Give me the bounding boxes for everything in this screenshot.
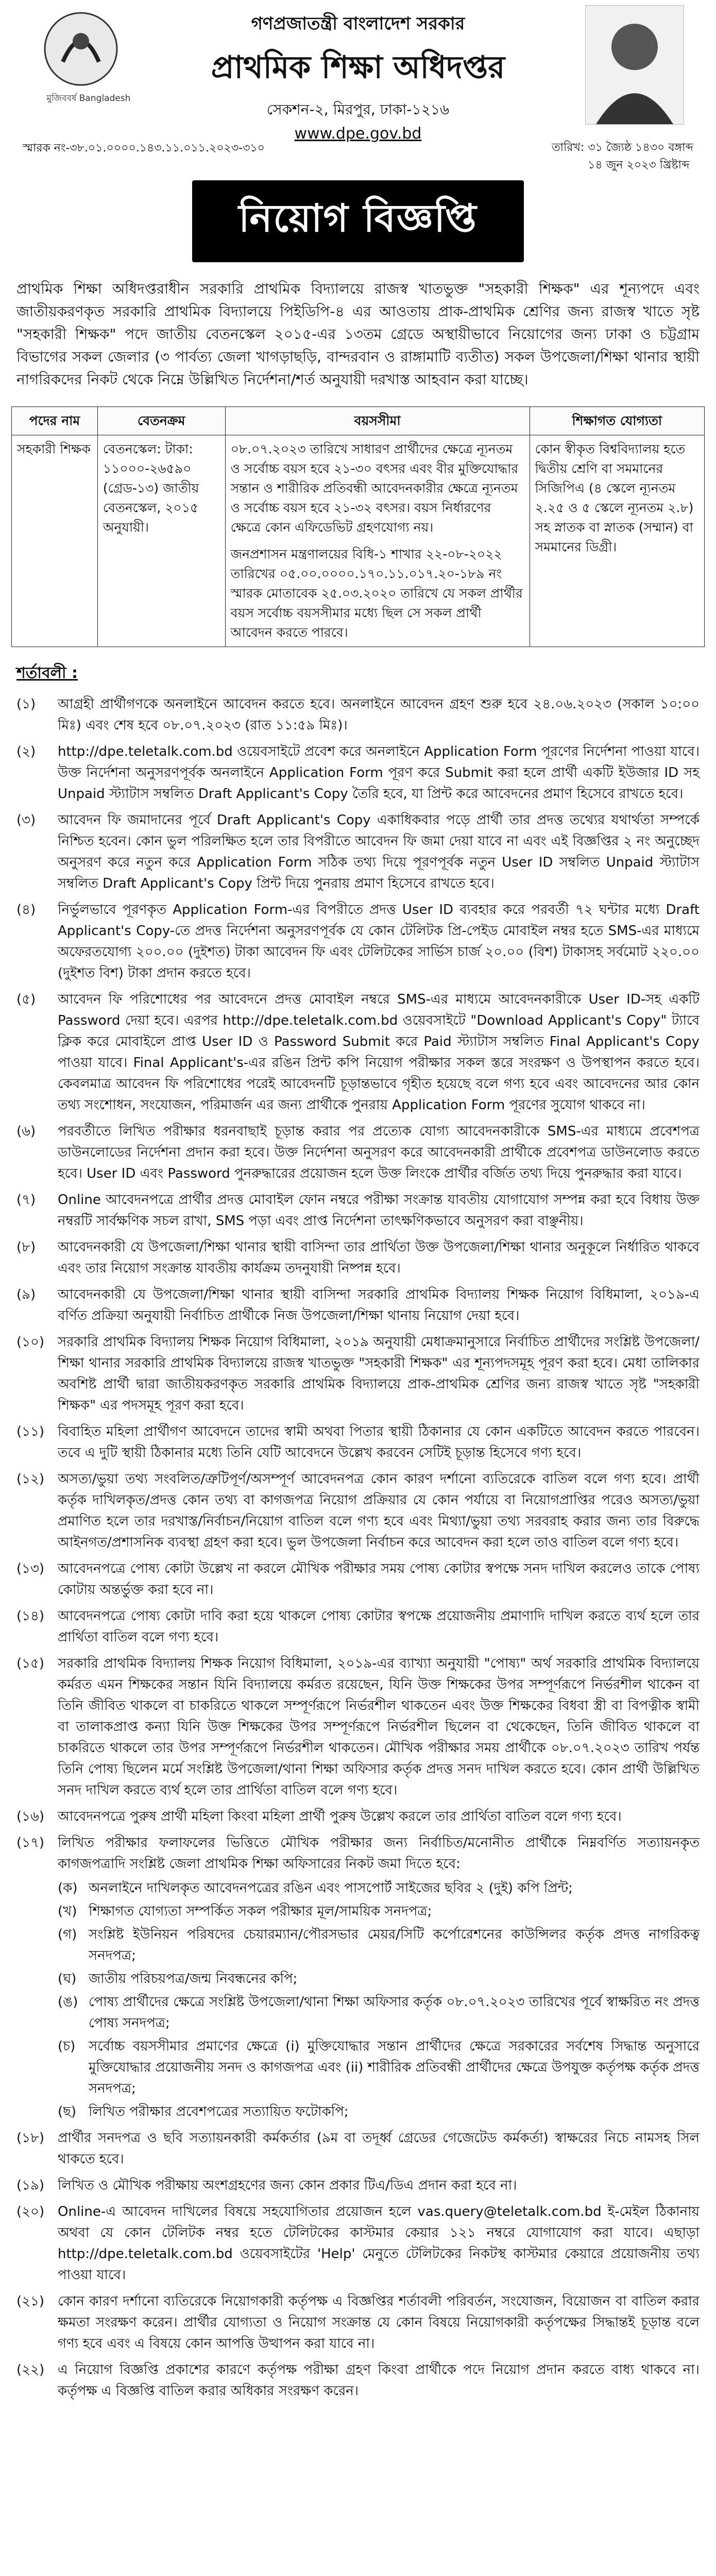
date-english: ১৪ জুন ২০২৩ খ্রিষ্টাব্দ <box>588 159 690 172</box>
list-item: (৫) আবেদন ফি পরিশোধের পর আবেদনে প্রদত্ত মোবাইল নম্বরে SMS-এর মাধ্যমে আবেদনকারীকে User ID-সহ একটি Password দেয়া হবে। এরপর http://dpe.teletalk.com.bd ওয়েবসাইটে "Download Applicant's Copy" ট্যাবে ক্লিক করে মোবাইলে প্রাপ্ত User ID ও Password Submit করে Paid স্ট্যাটাস সম্বলিত Final Applicant's Copy পাওয়া যাবে। Final Applicant's-এর রঙিন প্রিন্ট কপি নিয়োগ পরীক্ষার সকল স্তরে সংরক্ষণ ও উপস্থাপন করতে হবে। কেবলমাত্র আবেদন ফি পরিশোধের পরেই আবেদনটি চূড়ান্তভাবে গৃহীত হয়েছে বলে গণ্য হবে এবং আবেদনের আর কোন তথ্য সংশোধন, সংযোজন, পরিমার্জন এর জন্য প্রার্থীকে পুনরায় Application Form পূরণের সুযোগ থাকবে না। <box>16 992 700 1113</box>
header <box>11 0 705 170</box>
conditions-list <box>11 694 705 2402</box>
sub-item: (ক) অনলাইনে দাখিলকৃত আবেদনপত্রের রঙিন এবং পাসপোর্ট সাইজের ছবির ২ (দুই) কপি প্রিন্ট; <box>58 1880 573 1896</box>
list-item: (২০) Online-এ আবেদন দাখিলের বিষয়ে সহযোগিতার প্রয়োজন হলে vas.query@teletalk.com.bd ই-মেইল ঠিকানায় অথবা যে কোন টেলিটক নম্বর হতে টেলিটকের কাস্টমার কেয়ার ১২১ নম্বরে যোগাযোগ করা যাবে। এছাড়া http://dpe.teletalk.com.bd ওয়েবসাইটের 'Help' মেনুতে টেলিটকের নিকটস্থ কাস্টমার কেয়ারে প্রয়োজনীয় তথ্য পাওয়া যাবে। <box>16 2204 700 2283</box>
list-item: (৬) পরবর্তীতে লিখিত পরীক্ষার ধরনবাছাই চূড়ান্ত করার পর প্রত্যেক যোগ্য আবেদনকারীকে SMS-এর মাধ্যমে প্রবেশপত্র ডাউনলোডের নির্দেশনা প্রদান করা হবে। উক্ত নির্দেশনা অনুসরণ করে আবেদনকারী প্রার্থীকে প্রবেশপত্র ডাউনলোড করতে হবে। User ID এবং Password পুনরুদ্ধারের প্রয়োজন হলে উক্ত লিংকে প্রার্থীর বর্জিত তথ্য দিয়ে পুনরুদ্ধার করা যাবে। <box>16 1124 700 1181</box>
logo-mark-icon <box>42 10 120 88</box>
list-item: (৯) আবেদনকারী যে উপজেলা/শিক্ষা থানার স্থায়ী বাসিন্দা সরকারি প্রাথমিক বিদ্যালয় শিক্ষক নিয়োগ বিধিমালা, ২০১৯-এ বর্ণিত প্রক্রিয়া অনুযায়ী নির্বাচিত প্রার্থীকে নিজ উপজেলা/শিক্ষা থানায় নিয়োগ দেয়া হবে। <box>16 1287 700 1324</box>
list-item: (১) আগ্রহী প্রার্থীগণকে অনলাইনে আবেদন করতে হবে। অনলাইনে আবেদন গ্রহণ শুরু হবে ২৪.০৬.২০২৩ (সকাল ১০:০০ মিঃ) এবং শেষ হবে ০৮.০৭.২০২৩ (রাত ১১:৫৯ মিঃ)। <box>16 697 700 733</box>
header-text <box>166 10 550 143</box>
list-item: (১৮) প্রার্থীর সনদপত্র ও ছবি সত্যায়নকারী কর্মকর্তার (৯ম বা তদূর্ধ্ব গ্রেডের গেজেটেড কর্মকর্তা) স্বাক্ষরের নিচে নামসহ সিল থাকতে হবে। <box>16 2130 700 2167</box>
list-item: (১৩) আবেদনপত্রে পোষ্য কোটা উল্লেখ না করলে মৌখিক পরীক্ষার সময় পোষ্য কোটার স্বপক্ষে সনদ দাখিল করলেও তাকে পোষ্য কোটায় অন্তর্ভুক্ত করা হবে না। <box>16 1561 700 1598</box>
sub-item: (ঘ) জাতীয় পরিচয়পত্র/জন্ম নিবন্ধনের কপি; <box>58 1971 298 1987</box>
department-name: প্রাথমিক শিক্ষা অধিদপ্তর <box>211 49 505 86</box>
list-item: (৭) Online আবেদনপত্রে প্রার্থীর প্রদত্ত মোবাইল ফোন নম্বরে পরীক্ষা সংক্রান্ত যাবতীয় যোগাযোগ সম্পন্ন করা হবে বিধায় উক্ত নম্বরটি সার্বক্ষণিক সচল রাখা, SMS পড়া এবং প্রাপ্ত নির্দেশনা তাৎক্ষণিকভাবে অনুসরণ করা বাঞ্ছনীয়। <box>16 1192 700 1229</box>
sub-item: (ছ) লিখিত পরীক্ষার প্রবেশপত্রের সত্যায়িত ফটোকপি; <box>58 2104 349 2120</box>
header-post: পদের নাম <box>12 407 98 435</box>
age-rule: ০৮.০৭.২০২৩ তারিখে সাধারণ প্রার্থীদের ক্ষেত্রে ন্যূনতম ও সর্বোচ্চ বয়স হবে ২১-৩০ বৎসর এবং বীর মুক্তিযোদ্ধার সন্তান ও শারীরিক প্রতিবন্ধী আবেদনকারীর ক্ষেত্রে ন্যূনতম ও সর্বোচ্চ বয়স হবে ২১-৩২ বৎসর। বয়স নির্ধারণের ক্ষেত্রে কোন এফিডেভিট গ্রহণযোগ্য নয়। <box>230 442 519 535</box>
list-item: (৪) নির্ভুলভাবে পূরণকৃত Application Form-এর বিপরীতে প্রদত্ত User ID ব্যবহার করে পরবর্তী ৭২ ঘন্টার মধ্যে Draft Applicant's Copy-তে প্রদত্ত নির্দেশনা অনুসরণপূর্বক যে কোন টেলিটক প্রি-পেইড মোবাইল নম্বর হতে SMS-এর মাধ্যমে অফেরতযোগ্য ২০০.০০ (দুইশত) টাকা আবেদন ফি এবং টেলিটকের সার্ভিস চার্জ ২০.০০ (বিশ) টাকাসহ সর্বমোট ২২০.০০ (দুইশত বিশ) টাকা প্রদান করতে হবে। <box>16 902 700 981</box>
logo-caption: মুজিববর্ষ Bangladesh <box>46 93 131 104</box>
cell-education: কোন স্বীকৃত বিশ্ববিদ্যালয় হতে দ্বিতীয় শ্রেণি বা সমমানের সিজিপিএ (৪ স্কেলে ন্যূনতম ২.২৫ ও ৫ স্কেলে ন্যূনতম ২.৮) সহ স্নাতক বা স্নাতক (সম্মান) বা সমমানের ডিগ্রী। <box>530 435 704 647</box>
list-item: (১১) বিবাহিত মহিলা প্রার্থীগণ আবেদনে তাদের স্বামী অথবা পিতার স্থায়ী ঠিকানার যে কোন একটিতে আবেদন করতে পারবেন। তবে এ দুটি স্থায়ী ঠিকানার মধ্যে তিনি যেটি আবেদনে উল্লেখ করবেন সেটিই চূড়ান্ত হিসেবে গণ্য হবে। <box>16 1424 700 1461</box>
date-bangla: ৩১ জ্যৈষ্ঠ ১৪৩০ বঙ্গাব্দ <box>588 141 693 154</box>
header-pay: বেতনক্রম <box>97 407 225 435</box>
address: সেকশন-২, মিরপুর, ঢাকা-১২১৬ <box>266 101 450 118</box>
date-block <box>552 139 693 174</box>
list-item: (২২) এ নিয়োগ বিজ্ঞপ্তি প্রকাশের কারণে কর্তৃপক্ষ পরীক্ষা গ্রহণ কিংবা প্রার্থীকে পদে নিয়োগ প্রদান করতে বাধ্য থাকবে না। কর্তৃপক্ষ এ বিজ্ঞপ্তি বাতিল করার অধিকার সংরক্ষণ করেন। <box>16 2362 700 2399</box>
list-item: (১৯) লিখিত ও মৌখিক পরীক্ষায় অংশগ্রহণের জন্য কোন প্রকার টিএ/ডিএ প্রদান করা হবে না। <box>16 2178 517 2193</box>
cell-post: সহকারী শিক্ষক <box>12 435 98 647</box>
sub-item: (গ) সংশ্লিষ্ট ইউনিয়ন পরিষদের চেয়ারম্যান/পৌরসভার মেয়র/সিটি কর্পোরেশনের কাউন্সিলর কর্তৃক প্রদত্ত নাগরিকত্ব সনদপত্র; <box>58 1927 700 1963</box>
document-sublist <box>58 1878 700 2123</box>
list-item: (১৪) আবেদনপত্রে পোষ্য কোটা দাবি করা হয়ে থাকলে পোষ্য কোটার স্বপক্ষে প্রয়োজনীয় প্রমাণাদি দাখিল করতে ব্যর্থ হলে তার প্রার্থিতা বাতিল বলে গণ্য হবে। <box>16 1608 700 1645</box>
sub-item: (ঙ) পোষ্য প্রার্থীদের ক্ষেত্রে সংশ্লিষ্ট উপজেলা/থানা শিক্ষা অফিসার কর্তৃক ০৮.০৭.২০২৩ তারিখের পূর্বে স্বাক্ষরিত নং প্রদত্ত পোষ্য সনদপত্র; <box>58 1994 700 2031</box>
table-header-row <box>12 407 705 435</box>
memo-number: স্মারক নং-৩৮.০১.০০০০.১৪৩.১১.০১১.২০২৩-৩১০ <box>23 142 265 155</box>
conditions-heading: শর্তাবলী : <box>16 664 78 682</box>
portrait-icon <box>586 6 684 124</box>
list-item: (১৭) লিখিত পরীক্ষার ফলাফলের ভিত্তিতে মৌখিক পরীক্ষার জন্য নির্বাচিত/মনোনীত প্রার্থীকে নিম্নবর্ণিত সত্যায়নকৃত কাগজপত্রাদি সংশ্লিষ্ট জেলা প্রাথমিক শিক্ষা অফিসারের নিকট জমা দিতে হবে: (ক) অনলাইনে দাখিলকৃত আবেদনপত্রের রঙিন এবং পাসপোর্ট সাইজের ছবির ২ (দুই) কপি প্রিন্ট; (খ) শিক্ষাগত যোগ্যতা সম্পর্কিত সকল পরীক্ষার মূল/সাময়িক সনদপত্র; (গ) সংশ্লিষ্ট ইউনিয়ন পরিষদের চেয়ারম্যান/পৌরসভার মেয়র/সিটি কর্পোরেশনের কাউন্সিলর কর্তৃক প্রদত্ত নাগরিকত্ব সনদপত্র; (ঘ) জাতীয় পরিচয়পত্র/জন্ম নিবন্ধনের কপি; (ঙ) পোষ্য প্রার্থীদের ক্ষেত্রে সংশ্লিষ্ট উপজেলা/থানা শিক্ষা অফিসার কর্তৃক ০৮.০৭.২০২৩ তারিখের পূর্বে স্বাক্ষরিত নং প্রদত্ত পোষ্য সনদপত্র; (চ) সর্বোচ্চ বয়সসীমার প্রমাণের ক্ষেত্রে (i) মুক্তিযোদ্ধার সন্তান প্রার্থীদের ক্ষেত্রে সরকারের সর্বশেষ সিদ্ধান্ত অনুসারে মুক্তিযোদ্ধার প্রয়োজনীয় সনদ ও কাগজপত্র এবং (ii) শারীরিক প্রতিবন্ধী প্রার্থীদের ক্ষেত্রে উপযুক্ত কর্তৃপক্ষ কর্তৃক প্রদত্ত সনদপত্র; (ছ) লিখিত পরীক্ষার প্রবেশপত্রের সত্যায়িত ফটোকপি; <box>16 1833 700 2123</box>
posts-table <box>11 406 705 647</box>
page-title: নিয়োগ বিজ্ঞপ্তি <box>192 180 524 262</box>
title-wrap <box>11 180 705 262</box>
government-name: গণপ্রজাতন্ত্রী বাংলাদেশ সরকার <box>251 13 465 34</box>
mujib-logo <box>42 10 135 106</box>
table-row <box>12 435 705 647</box>
age-exception: জনপ্রশাসন মন্ত্রণালয়ের বিধি-১ শাখার ২২-০৮-২০২২ তারিখের ০৫.০০.০০০০.১৭০.১১.০১৭.২০-১৮৯ নং স্মারক মোতাবেক ২৫.০৩.২০২০ তারিখে যে সকল প্রার্থীর বয়স সর্বোচ্চ বয়সসীমার মধ্যে ছিল সে সকল প্রার্থী আবেদন করতে পারবে। <box>230 547 523 640</box>
list-item: (৮) আবেদনকারী যে উপজেলা/শিক্ষা থানার স্থায়ী বাসিন্দা তার প্রার্থিতা উক্ত উপজেলা/শিক্ষা থানার অনুকূলে নির্ধারিত থাকবে এবং তার নিয়োগ সংক্রান্ত যাবতীয় কার্যক্রম তদনুযায়ী নিষ্পন্ন হবে। <box>16 1240 700 1276</box>
list-item: (২) http://dpe.teletalk.com.bd ওয়েবসাইটে প্রবেশ করে অনলাইনে Application Form পূরণের নির্দেশনা পাওয়া যাবে। উক্ত নির্দেশনা অনুসরণপূর্বক অনলাইনে Application Form পূরণ করে Submit করা হলে প্রার্থী একটি ইউজার ID সহ Unpaid স্ট্যাটাস সম্বলিত Draft Applicant's Copy তৈরি হবে, যা প্রিন্ট করে আবেদনের প্রমাণ হিসেবে রাখতে হবে। <box>16 744 700 802</box>
cell-pay: বেতনস্কেল: টাকা: ১১০০০-২৬৫৯০ (গ্রেড-১৩) জাতীয় বেতনস্কেল, ২০১৫ অনুযায়ী। <box>97 435 225 647</box>
list-item: (১৬) আবেদনপত্রে পুরুষ প্রার্থী মহিলা কিংবা মহিলা প্রার্থী পুরুষ উল্লেখ করলে তার প্রার্থিতা বাতিল বলে গণ্য হবে। <box>16 1809 622 1824</box>
list-item: (২১) কোন কারণ দর্শানো ব্যতিরেকে নিয়োগকারী কর্তৃপক্ষ এ বিজ্ঞপ্তির শর্তাবলী পরিবর্তন, সংযোজন, বিয়োজন বা বাতিল করার ক্ষমতা সংরক্ষণ করেন। প্রার্থীর যোগ্যতা ও নিয়োগ সংক্রান্ত যে কোন বিষয়ে নিয়োগকারী কর্তৃপক্ষের সিদ্ধান্তই চূড়ান্ত বলে গণ্য হবে এবং এ বিষয়ে কোন আপত্তি উত্থাপন করা যাবে না। <box>16 2294 700 2351</box>
sub-item: (চ) সর্বোচ্চ বয়সসীমার প্রমাণের ক্ষেত্রে (i) মুক্তিযোদ্ধার সন্তান প্রার্থীদের ক্ষেত্রে সরকারের সর্বশেষ সিদ্ধান্ত অনুসারে মুক্তিযোদ্ধার প্রয়োজনীয় সনদ ও কাগজপত্র এবং (ii) শারীরিক প্রতিবন্ধী প্রার্থীদের ক্ষেত্রে উপযুক্ত কর্তৃপক্ষ কর্তৃক প্রদত্ত সনদপত্র; <box>58 2039 700 2096</box>
date-label: তারিখ: <box>552 141 585 154</box>
sub-item: (খ) শিক্ষাগত যোগ্যতা সম্পর্কিত সকল পরীক্ষার মূল/সাময়িক সনদপত্র; <box>58 1904 432 1919</box>
website-link[interactable]: www.dpe.gov.bd <box>294 125 422 143</box>
cell-age <box>225 435 530 647</box>
header-age: বয়সসীমা <box>225 407 530 435</box>
list-item: (৩) আবেদন ফি জমাদানের পূর্বে Draft Applicant's Copy একাধিকবার পড়ে প্রার্থী তার প্রদত্ত তথ্যের যথার্থতা সম্পর্কে নিশ্চিত হবেন। কোন ভুল পরিলক্ষিত হলে তার বিপরীতে আবেদন ফি জমা দেয়া যাবে না এবং এই বিজ্ঞপ্তির ২ নং অনুচ্ছেদ অনুসরণ করে নতুন করে Application Form সঠিক তথ্য দিয়ে পূরণপূর্বক নতুন User ID সম্বলিত Unpaid স্ট্যাটাস সম্বলিত Draft Applicant's Copy প্রিন্ট দিয়ে পুনরায় প্রমাণ হিসেবে রাখতে হবে। <box>16 812 700 891</box>
portrait-logo <box>585 5 684 125</box>
list-item: (১২) অসত্য/ভুয়া তথ্য সংবলিত/ত্রুটিপূর্ণ/অসম্পূর্ণ আবেদনপত্র কোন কারণ দর্শানো ব্যতিরেকে বাতিল বলে গণ্য হবে। প্রার্থী কর্তৃক দাখিলকৃত/প্রদত্ত কোন তথ্য বা কাগজপত্র নিয়োগ প্রক্রিয়ার যে কোন পর্যায়ে বা নিয়োগপ্রাপ্তির পরেও অসত্য/ভুয়া প্রমাণিত হলে তার দরখাস্ত/নির্বাচন/নিয়োগ বাতিল বলে গণ্য হবে এবং মিথ্যা/ভুয়া তথ্য সরবরাহ করার জন্য তার বিরুদ্ধে আইনগত/প্রশাসনিক ব্যবস্থা গ্রহণ করা হবে। ভুল উপজেলা নির্বাচন করে আবেদন করা হলে তাও বাতিল বলে গণ্য হবে। <box>16 1471 700 1550</box>
list-item: (১৫) সরকারি প্রাথমিক বিদ্যালয় শিক্ষক নিয়োগ বিধিমালা, ২০১৯-এর ব্যাখ্যা অনুযায়ী "পোষ্য" অর্থ সরকারি প্রাথমিক বিদ্যালয়ে কর্মরত এমন শিক্ষকের সন্তান যিনি বিদ্যালয়ে কর্মরত রয়েছেন, যিনি উক্ত শিক্ষকের উপর সম্পূর্ণরূপে নির্ভরশীল থাকেন বা তিনি জীবিত থাকলে বা চাকরিতে থাকলে সম্পূর্ণরূপে নির্ভরশীল থাকতেন এবং উক্ত শিক্ষকের বিধবা স্ত্রী বা বিপত্নীক স্বামী বা তালাকপ্রাপ্ত কন্যা যিনি উক্ত শিক্ষকের উপর সম্পূর্ণরূপে নির্ভরশীল ছিলেন বা থেকেছেন, তিনি জীবিত থাকলে বা চাকরিতে থাকলে তার উপর সম্পূর্ণরূপে নির্ভরশীল থাকতেন। মৌখিক পরীক্ষার সময় প্রার্থীকে ০৮.০৭.২০২৩ তারিখ পর্যন্ত তিনি পোষ্য ছিলেন মর্মে সংশ্লিষ্ট উপজেলা/থানা শিক্ষা অফিসার কর্তৃক প্রদত্ত সনদ দাখিল করতে হবে। কোন প্রার্থী উল্লিখিত সনদ দাখিল করতে ব্যর্থ হলে তার প্রার্থিতা বাতিল বলে গণ্য হবে। <box>16 1656 700 1798</box>
header-education: শিক্ষাগত যোগ্যতা <box>530 407 704 435</box>
list-item: (১০) সরকারি প্রাথমিক বিদ্যালয় শিক্ষক নিয়োগ বিধিমালা, ২০১৯ অনুযায়ী মেধাক্রমানুসারে নির্বাচিত প্রার্থীদের সংশ্লিষ্ট উপজেলা/শিক্ষা থানার সরকারি প্রাথমিক বিদ্যালয়ে রাজস্ব খাতভুক্ত "সহকারী শিক্ষক" এর শূন্যপদসমূহ পূরণ করা হবে। মেধা তালিকার অবশিষ্ট প্রার্থী দ্বারা জাতীয়করণকৃত সরকারি প্রাথমিক বিদ্যালয়ে প্রাক-প্রাথমিক শ্রেণির জন্য রাজস্ব খাতে সৃষ্ট "সহকারী শিক্ষক" এর পদসমূহ পূরণ করা হবে। <box>16 1334 700 1413</box>
intro-paragraph: প্রাথমিক শিক্ষা অধিদপ্তরাধীন সরকারি প্রাথমিক বিদ্যালয়ে রাজস্ব খাতভুক্ত "সহকারী শিক্ষক" এর শূন্যপদে এবং জাতীয়করণকৃত সরকারি প্রাথমিক বিদ্যালয়ে পিইডিপি-৪ এর আওতায় প্রাক-প্রাথমিক শ্রেণির জন্য রাজস্ব খাতে সৃষ্ট "সহকারী শিক্ষক" পদে জাতীয় বেতনস্কেল ২০১৫-এর ১৩তম গ্রেডে অস্থায়ীভাবে নিয়োগের জন্য ঢাকা ও চট্টগ্রাম বিভাগের সকল জেলার (৩ পার্বত্য জেলা খাগড়াছড়ি, বান্দরবান ও রাঙ্গামাটি ব্যতীত) সকল উপজেলা/শিক্ষা থানার স্থায়ী নাগরিকদের নিকট থেকে নিম্নে উল্লিখিত নির্দেশনা/শর্ত অনুযায়ী দরখাস্ত আহবান করা যাচ্ছে। <box>16 280 700 388</box>
